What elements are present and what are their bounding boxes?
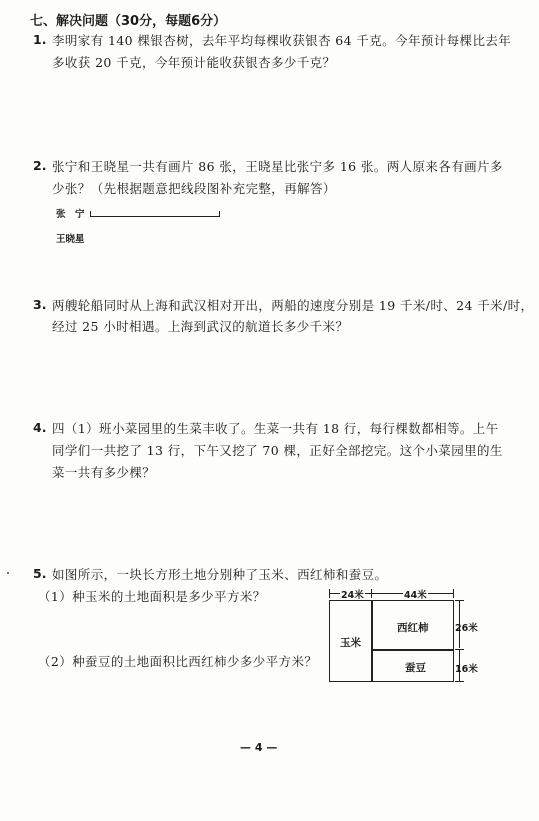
dim-tick-mid xyxy=(455,649,464,650)
question-5-sub-2: （2）种蚕豆的土地面积比西红柿少多少平方米？ xyxy=(38,654,318,669)
dim-tick-right xyxy=(453,589,454,598)
dim-tick-middle xyxy=(371,589,372,598)
segment-label-wangxiaoxing: 王晓星 xyxy=(56,234,85,245)
region-corn-label: 玉米 xyxy=(340,637,361,649)
question-1-number: 1. xyxy=(33,32,47,47)
width-right-label: 44米 xyxy=(403,587,428,601)
question-3-number: 3. xyxy=(33,297,47,312)
field-horizontal-divider xyxy=(371,649,454,651)
region-bean-label: 蚕豆 xyxy=(405,662,426,674)
question-3-line-2: 经过 25 小时相遇。上海到武汉的航道长多少千米？ xyxy=(52,319,349,334)
question-2-number: 2. xyxy=(33,158,47,173)
question-5-line-1: 如图所示，一块长方形土地分别种了玉米、西红柿和蚕豆。 xyxy=(52,567,388,582)
section-title: 七、解决问题（30分，每题6分） xyxy=(30,14,227,29)
question-2-line-1: 张宁和王晓星一共有画片 86 张，王晓星比张宁多 16 张。两人原来各有画片多 xyxy=(52,159,503,174)
question-5-number: 5. xyxy=(33,566,47,581)
segment-label-zhangning: 张 宁 xyxy=(56,209,85,220)
dim-tick-top xyxy=(455,600,464,601)
dim-tick-bottom xyxy=(455,681,464,682)
question-1-line-2: 多收获 20 千克，今年预计能收获银杏多少千克？ xyxy=(52,55,336,70)
question-4-line-2: 同学们一共挖了 13 行，下午又挖了 70 棵，正好全部挖完。这个小菜园里的生 xyxy=(52,443,503,458)
field-diagram xyxy=(322,586,482,696)
height-top-label: 26米 xyxy=(455,623,478,634)
field-vertical-divider xyxy=(371,600,373,682)
question-4-line-3: 菜一共有多少棵？ xyxy=(52,465,156,480)
question-1-line-1: 李明家有 140 棵银杏树，去年平均每棵收获银杏 64 千克。今年预计每棵比去年 xyxy=(52,33,512,48)
height-bottom-label: 16米 xyxy=(455,664,478,675)
question-5-sub-1: （1）种玉米的土地面积是多少平方米？ xyxy=(38,589,266,604)
page-number: — 4 — xyxy=(240,741,278,754)
stray-dot xyxy=(7,572,9,574)
width-left-label: 24米 xyxy=(340,587,365,601)
line-segment-diagram xyxy=(90,211,220,217)
question-2-line-2: 少张？（先根据题意把线段图补充完整，再解答） xyxy=(52,181,336,196)
question-4-line-1: 四（1）班小菜园里的生菜丰收了。生菜一共有 18 行，每行棵数都相等。上午 xyxy=(52,421,499,436)
region-tomato-label: 西红柿 xyxy=(397,622,429,634)
question-3-line-1: 两艘轮船同时从上海和武汉相对开出，两船的速度分别是 19 千米/时、24 千米/时， xyxy=(52,298,534,313)
dim-tick-left xyxy=(329,589,330,598)
question-4-number: 4. xyxy=(33,420,47,435)
